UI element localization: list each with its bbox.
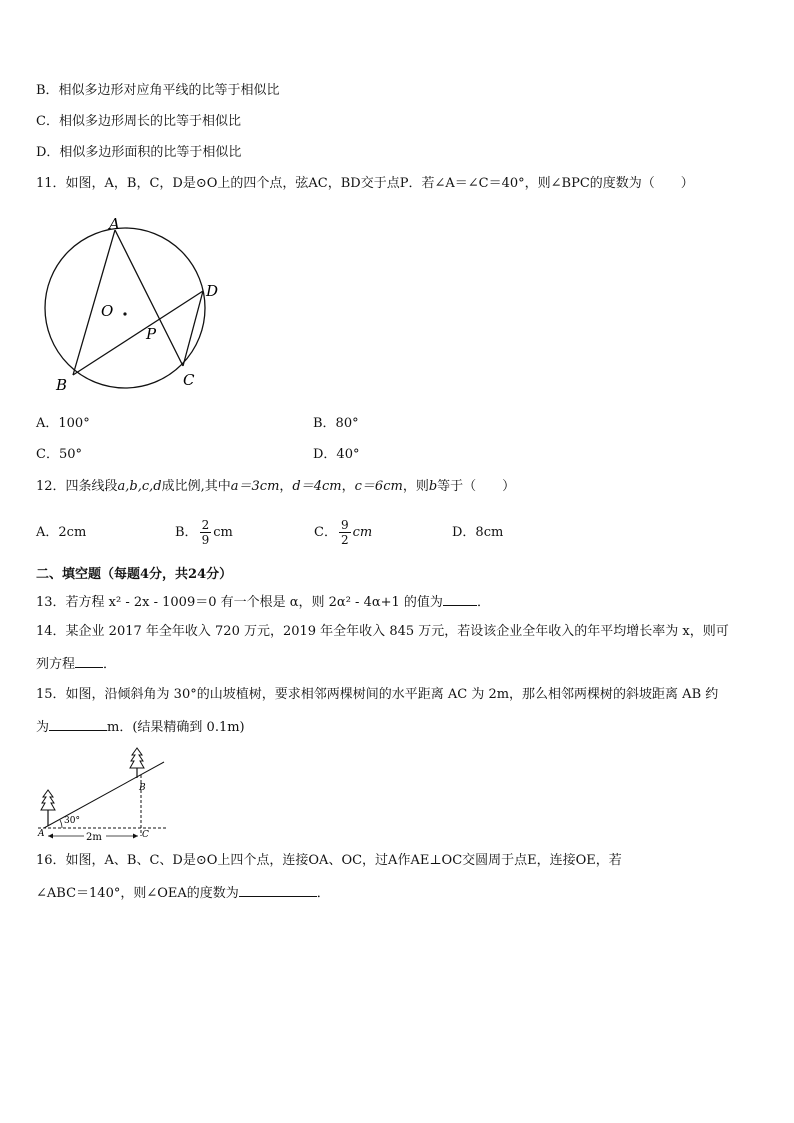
option-b-line: B．相似多边形对应角平线的比等于相似比 <box>36 83 280 98</box>
q11-option-d: D．40° <box>313 447 360 462</box>
q15-slope-figure <box>34 744 174 844</box>
label-a: A <box>38 829 45 839</box>
q14-answer-blank <box>75 653 103 668</box>
q16-answer-blank <box>239 882 317 897</box>
label-a: A <box>109 215 120 233</box>
question-11: 11．如图，A，B，C，D是⊙O上的四个点，弦AC，BD交于点P．若∠A＝∠C＝40°，则∠BPC的度数为（ ） <box>36 176 694 191</box>
label-p: P <box>146 325 157 343</box>
label-b: B <box>56 376 68 394</box>
dist-label: 2m <box>86 832 102 843</box>
label-b: B <box>139 783 146 793</box>
slope-line <box>44 762 164 828</box>
label-c: C <box>142 830 149 840</box>
q11-circle-figure <box>38 212 228 397</box>
question-14-line1: 14．某企业 2017 年全年收入 720 万元，2019 年全年收入 845 万元，若设该企业全年收入的年平均增长率为 x，则可 <box>36 624 729 639</box>
angle-arc <box>60 820 62 828</box>
q12-option-b: B． $\frac{2}{9}$ cm <box>175 518 233 547</box>
option-d-line: D．相似多边形面积的比等于相似比 <box>36 145 242 160</box>
circle-o <box>45 228 205 388</box>
q12-option-c: C． $\frac{9}{2}$ cm <box>314 518 373 547</box>
label-o: O <box>101 302 114 320</box>
label-c: C <box>183 371 195 389</box>
tree-a-icon <box>41 790 55 826</box>
q12-option-d: D．8cm <box>452 525 504 540</box>
question-16-line1: 16．如图，A、B、C、D是⊙O上四个点，连接OA、OC，过A作AE⊥OC交圆周于点E，连接OE，若 <box>36 853 622 868</box>
center-dot <box>123 312 126 315</box>
question-14-line2: 列方程 ． <box>36 653 116 675</box>
q11-option-b: B．80° <box>313 416 359 431</box>
question-12: 12．四条线段a,b,c,d成比例,其中a＝3cm，d＝4cm，c＝6cm，则b等于（ ） <box>36 479 516 494</box>
question-15-line2: 为 m．(结果精确到 0.1m) <box>36 716 245 738</box>
question-16-line2: ∠ABC＝140°，则∠OEA的度数为 ． <box>36 882 330 904</box>
angle-label: 30° <box>64 816 80 826</box>
label-d: D <box>206 282 219 300</box>
chord-ac <box>115 230 183 366</box>
q15-answer-blank <box>49 716 107 731</box>
option-c-line: C．相似多边形周长的比等于相似比 <box>36 114 241 129</box>
q12-option-a: A．2cm <box>36 525 87 540</box>
q11-option-c: C．50° <box>36 447 82 462</box>
q13-answer-blank <box>443 591 477 606</box>
question-13: 13．若方程 x² - 2x - 1009＝0 有一个根是 α，则 2α² - 4α+1 的值为 ． <box>36 591 490 613</box>
question-15-line1: 15．如图，沿倾斜角为 30°的山坡植树，要求相邻两棵树间的水平距离 AC 为 2m，那么相邻两棵树的斜坡距离 AB 约 <box>36 687 719 702</box>
tree-b-icon <box>130 748 144 778</box>
section-2-heading: 二、填空题（每题4分，共24分） <box>36 567 233 582</box>
q11-option-a: A．100° <box>36 416 90 431</box>
